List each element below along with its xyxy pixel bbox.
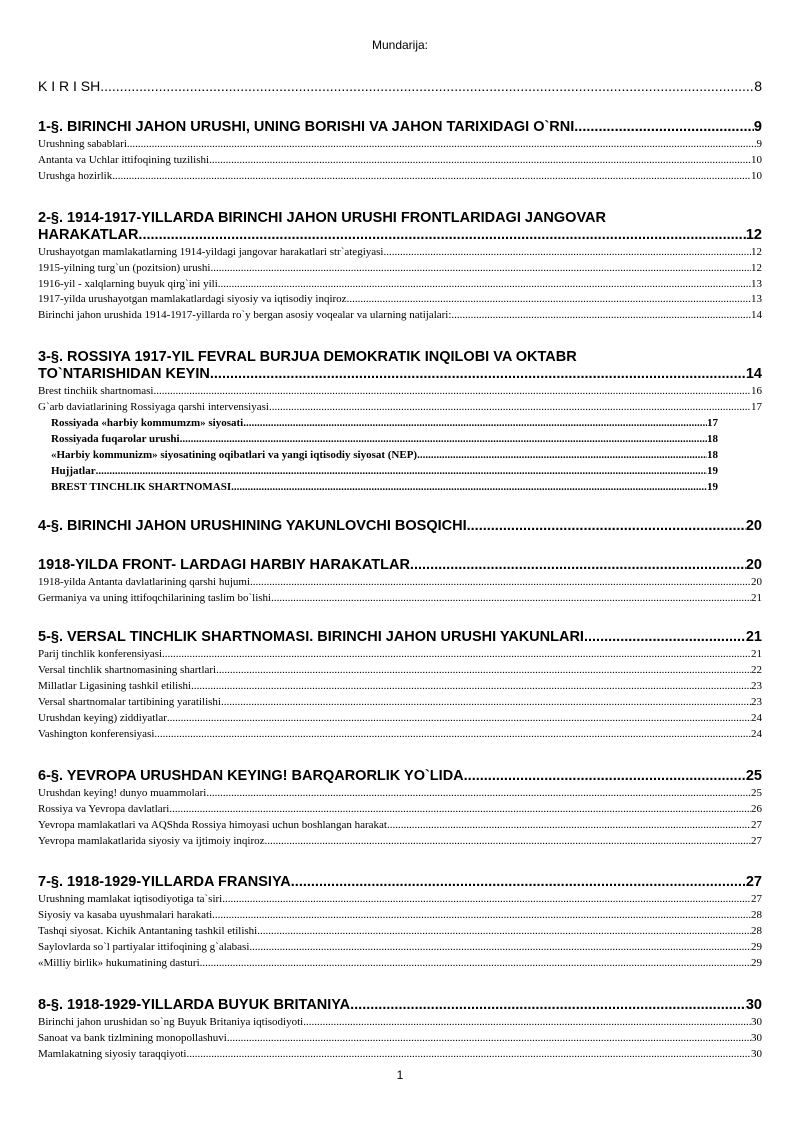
toc-intro-entry[interactable] <box>38 78 762 94</box>
toc-subsubentry[interactable] <box>38 416 718 432</box>
toc-subentry[interactable] <box>38 647 762 663</box>
toc-page-number: 10 <box>751 153 762 166</box>
toc-page-number: 10 <box>751 169 762 182</box>
toc-entry-text: Rossiyada fuqarolar urushi <box>51 432 180 445</box>
dot-leader <box>180 432 707 448</box>
toc-entry-text: 5-§. VERSAL TINCHLIK SHARTNOMASI. BIRINCHI JAHON URUSHI YAKUNLARI <box>38 629 584 646</box>
toc-subentry[interactable] <box>38 400 762 416</box>
toc-entry-text: Versal shartnomalar tartibining yaratilishi <box>38 696 221 709</box>
toc-page-number: 30 <box>751 1031 762 1044</box>
toc-entry-text: Birinchi jahon urushida 1914-1917-yillarda ro`y bergan asosiy voqealar va ularning natijalari: <box>38 309 452 322</box>
toc-subentry[interactable] <box>38 1031 762 1047</box>
toc-page-number: 28 <box>751 925 762 938</box>
toc-subentry[interactable] <box>38 818 762 834</box>
toc-subentry[interactable] <box>38 1015 762 1031</box>
toc-page-number: 19 <box>707 480 718 493</box>
dot-leader <box>218 277 751 293</box>
dot-leader <box>451 308 751 324</box>
toc-section-heading[interactable] <box>38 997 762 1014</box>
toc-page-number: 30 <box>751 1016 762 1028</box>
dot-leader <box>162 647 751 663</box>
toc-subentry[interactable] <box>38 261 762 277</box>
toc-page-number: 13 <box>751 293 762 306</box>
dot-leader <box>264 834 751 850</box>
toc-subentry[interactable] <box>38 802 762 818</box>
toc-entry-text: 1915-yilning turg`un (pozitsion) urushi <box>38 261 211 274</box>
toc-page-number: 18 <box>707 448 718 461</box>
dot-leader <box>222 892 751 908</box>
dot-leader <box>154 727 751 743</box>
toc-subentry[interactable] <box>38 169 762 185</box>
toc-entry-text: Urushning mamlakat iqtisodiyotiga ta`siri <box>38 893 223 906</box>
dot-leader <box>417 448 707 464</box>
dot-leader <box>200 956 751 972</box>
toc-subentry[interactable] <box>38 695 762 711</box>
toc-page-number: 26 <box>751 802 762 815</box>
toc-page-number: 12 <box>751 261 762 274</box>
dot-leader <box>231 480 707 496</box>
dot-leader <box>574 119 754 136</box>
toc-page-number: 20 <box>745 556 762 573</box>
toc-entry-text: Mamlakatning siyosiy taraqqiyoti <box>38 1047 187 1060</box>
dot-leader <box>153 384 751 400</box>
toc-page-number: 30 <box>751 1047 762 1060</box>
toc-subentry[interactable] <box>38 711 762 727</box>
toc-subentry[interactable] <box>38 384 762 400</box>
dot-leader <box>464 768 746 785</box>
toc-subentry[interactable] <box>38 591 762 607</box>
toc-section <box>38 768 762 850</box>
toc-section-heading-line <box>38 366 762 383</box>
toc-page-number: 14 <box>751 309 762 322</box>
toc-subentry[interactable] <box>38 892 762 908</box>
toc-entry-text: 1-§. BIRINCHI JAHON URUSHI, UNING BORISHI VA JAHON TARIXIDAGI O`RNI <box>38 119 575 135</box>
toc-entry-text: Urushning sabablari <box>38 138 127 150</box>
dot-leader <box>249 940 751 956</box>
dot-leader <box>212 908 751 924</box>
toc-section <box>38 557 762 607</box>
toc-page-number: 20 <box>745 517 762 534</box>
dot-leader <box>210 366 746 383</box>
toc-page-number: 8 <box>754 78 762 94</box>
toc-subentry[interactable] <box>38 924 762 940</box>
toc-entry-text: 1918-YILDA FRONT- LARDAGI HARBIY HARAKATLAR <box>38 556 410 573</box>
toc-section-heading[interactable] <box>38 629 762 646</box>
toc-section <box>38 210 762 325</box>
toc-section <box>38 629 762 742</box>
toc-page-number: 28 <box>751 909 762 922</box>
toc-page-number: 21 <box>751 648 762 661</box>
dot-leader <box>271 591 751 607</box>
toc-section-heading[interactable] <box>38 119 762 136</box>
toc-section <box>38 349 762 495</box>
toc-subentry[interactable] <box>38 153 762 169</box>
toc-subentry[interactable] <box>38 137 762 153</box>
toc-entry-text: Yevropa mamlakatlarida siyosiy va ijtimoiy inqiroz <box>38 834 265 847</box>
toc-page-number: 12 <box>745 226 762 243</box>
toc-page-number: 30 <box>745 997 762 1013</box>
toc-section-heading-line <box>38 227 762 244</box>
toc-page-number: 27 <box>745 874 762 891</box>
toc-page-number: 12 <box>751 245 762 258</box>
toc-page-number: 21 <box>745 629 762 646</box>
toc-subentry[interactable] <box>38 908 762 924</box>
toc-page-number: 29 <box>751 957 762 970</box>
toc-page-number: 27 <box>751 834 762 847</box>
toc-page-number: 23 <box>751 680 762 693</box>
toc-entry-text: Germaniya va uning ittifoqchilarining taslim bo`lishi <box>38 591 272 604</box>
dot-leader <box>467 518 746 535</box>
dot-leader <box>167 711 751 727</box>
toc-entry-text: 1916-yil - xalqlarning buyuk qirg`ini yili <box>38 277 218 290</box>
toc-page-number: 24 <box>751 727 762 740</box>
toc-page-number: 19 <box>707 464 718 477</box>
toc-entry-text: 4-§. BIRINCHI JAHON URUSHINING YAKUNLOVCHI BOSQICHI <box>38 517 467 534</box>
dot-leader <box>257 924 751 940</box>
toc-page-number: 27 <box>751 818 762 831</box>
dot-leader <box>209 153 751 169</box>
toc-section <box>38 518 762 535</box>
toc-page-number: 22 <box>751 664 762 677</box>
toc-entry-text: BREST TINCHLIK SHARTNOMASI <box>51 480 232 493</box>
dot-leader <box>100 78 754 94</box>
toc-entry-text: Urushdan keying! dunyo muammolari <box>38 786 207 799</box>
toc-entry-text: 1917-yilda urushayotgan mamlakatlardagi siyosiy va iqtisodiy inqiroz <box>38 293 347 306</box>
toc-subsubentry[interactable] <box>38 464 718 480</box>
toc-page-number: 18 <box>707 432 718 445</box>
table-of-contents <box>38 78 762 1063</box>
toc-page-number: 9 <box>753 119 762 135</box>
dot-leader <box>191 679 751 695</box>
toc-entry-text: 6-§. YEVROPA URUSHDAN KEYING! BARQARORLIK YO`LIDA <box>38 767 464 784</box>
toc-page-number: 21 <box>751 591 762 604</box>
dot-leader <box>410 557 746 574</box>
toc-subsubentry[interactable] <box>38 432 718 448</box>
toc-subentry[interactable] <box>38 245 762 261</box>
dot-leader <box>269 400 751 416</box>
dot-leader <box>584 629 746 646</box>
toc-entry-text: Urushga hozirlik <box>38 169 113 182</box>
page-number: 1 <box>396 1068 404 1082</box>
toc-entry-text: Parij tinchlik konferensiyasi <box>38 648 163 661</box>
toc-entry-text: G`arb daviatlarining Rossiyaga qarshi intervensiyasi <box>38 401 269 414</box>
toc-entry-text: «Milliy birlik» hukumatining dasturi <box>38 957 200 970</box>
toc-entry-text: Tashqi siyosat. Kichik Antantaning tashkil etilishi <box>38 925 258 938</box>
toc-subentry[interactable] <box>38 727 762 743</box>
toc-page-number: 16 <box>751 385 762 398</box>
toc-section-heading-line: 2-§. 1914-1917-YILLARDA BIRINCHI JAHON URUSHI FRONTLARIDAGI JANGOVAR <box>38 209 606 226</box>
toc-page-number: 17 <box>707 417 718 430</box>
toc-entry-text: Urushayotgan mamlakatlarning 1914-yildagi jangovar harakatlari str`ategiyasi <box>38 245 384 258</box>
dot-leader <box>138 227 745 244</box>
toc-subentry[interactable] <box>38 834 762 850</box>
dot-leader <box>250 575 751 591</box>
toc-title: Mundarija: <box>371 38 429 52</box>
dot-leader <box>291 874 746 891</box>
toc-subentry[interactable] <box>38 786 762 802</box>
toc-entry-text: 7-§. 1918-1929-YILLARDA FRANSIYA <box>38 874 291 891</box>
toc-subentry[interactable] <box>38 940 762 956</box>
toc-page-number: 29 <box>751 941 762 954</box>
dot-leader <box>127 137 757 153</box>
toc-subentry[interactable] <box>38 277 762 293</box>
dot-leader <box>350 997 746 1014</box>
toc-section-heading[interactable] <box>38 874 762 891</box>
toc-entry-text: Birinchi jahon urushidan so`ng Buyuk Britaniya iqtisodiyoti <box>38 1016 304 1028</box>
toc-entry-text: HARAKATLAR <box>38 226 139 243</box>
toc-entry-text: K I R I SH <box>38 78 101 94</box>
toc-subentry[interactable] <box>38 663 762 679</box>
toc-subsubentry[interactable] <box>38 448 718 464</box>
toc-entry-text: Vashington konferensiyasi <box>38 727 155 740</box>
dot-leader <box>96 464 707 480</box>
toc-entry-text: Yevropa mamlakatlari va AQShda Rossiya himoyasi uchun boshlangan harakat <box>38 818 387 831</box>
toc-page-number: 25 <box>745 767 762 784</box>
toc-page-number: 17 <box>751 401 762 414</box>
dot-leader <box>186 1047 751 1063</box>
toc-page-number: 23 <box>751 696 762 709</box>
dot-leader <box>206 786 751 802</box>
toc-section-heading[interactable] <box>38 768 762 785</box>
toc-subentry[interactable] <box>38 956 762 972</box>
toc-page-number: 9 <box>756 138 762 150</box>
dot-leader <box>169 802 751 818</box>
toc-entry-text: Siyosiy va kasaba uyushmalari harakati <box>38 909 213 922</box>
toc-entry-text: Hujjatlar <box>51 464 96 477</box>
toc-subentry[interactable] <box>38 308 762 324</box>
dot-leader <box>210 261 751 277</box>
toc-subentry[interactable] <box>38 1047 762 1063</box>
toc-entry-text: «Harbiy kommunizm» siyosatining oqibatlari va yangi iqtisodiy siyosat (NEP) <box>51 448 418 461</box>
toc-entry-text: Antanta va Uchlar ittifoqining tuzilishi <box>38 153 210 166</box>
toc-section <box>38 874 762 972</box>
toc-entry-text: Brest tinchiik shartnomasi <box>38 385 154 398</box>
toc-entry-text: Millatlar Ligasining tashkil etilishi <box>38 680 192 693</box>
dot-leader <box>216 663 751 679</box>
dot-leader <box>347 292 751 308</box>
toc-page-number: 25 <box>751 786 762 799</box>
dot-leader <box>387 818 751 834</box>
toc-page-number: 27 <box>751 893 762 906</box>
toc-subentry[interactable] <box>38 575 762 591</box>
toc-section-heading[interactable] <box>38 557 762 574</box>
toc-section <box>38 119 762 185</box>
toc-entry-text: 8-§. 1918-1929-YILLARDA BUYUK BRITANIYA <box>38 997 351 1013</box>
toc-entry-text: Urushdan keying) ziddiyatlar <box>38 712 167 725</box>
toc-section-heading[interactable] <box>38 518 762 535</box>
toc-page-number: 20 <box>751 575 762 588</box>
toc-section-heading[interactable] <box>38 210 762 244</box>
dot-leader <box>221 695 751 711</box>
dot-leader <box>383 245 751 261</box>
toc-entry-text: TO`NTARISHIDAN KEYIN <box>38 366 210 383</box>
toc-entry-text: Saylovlarda so`l partiyalar ittifoqining g`alabasi <box>38 941 250 954</box>
toc-page-number: 13 <box>751 277 762 290</box>
toc-entry-text: 1918-yilda Antanta davlatlarining qarshi hujumi <box>38 575 251 588</box>
toc-section <box>38 997 762 1063</box>
dot-leader <box>112 169 751 185</box>
toc-entry-text: Rossiya va Yevropa davlatlari <box>38 802 170 815</box>
dot-leader <box>227 1031 751 1047</box>
toc-section-heading-line: 3-§. ROSSIYA 1917-YIL FEVRAL BURJUA DEMOKRATIK INQILOBI VA OKTABR <box>38 349 577 366</box>
toc-subentry[interactable] <box>38 292 762 308</box>
toc-subentry[interactable] <box>38 679 762 695</box>
toc-subsubentry[interactable] <box>38 480 718 496</box>
dot-leader <box>243 416 707 432</box>
toc-entry-text: Rossiyada «harbiy kommumzm» siyosati <box>51 417 244 430</box>
toc-entry-text: Sanoat va bank tizlmining monopollashuvi <box>38 1031 227 1044</box>
dot-leader <box>303 1015 751 1031</box>
toc-entry-text: Versal tinchlik shartnomasining shartlari <box>38 664 217 677</box>
toc-page-number: 24 <box>751 712 762 725</box>
toc-section-heading[interactable] <box>38 349 762 383</box>
toc-page-number: 14 <box>745 366 762 383</box>
